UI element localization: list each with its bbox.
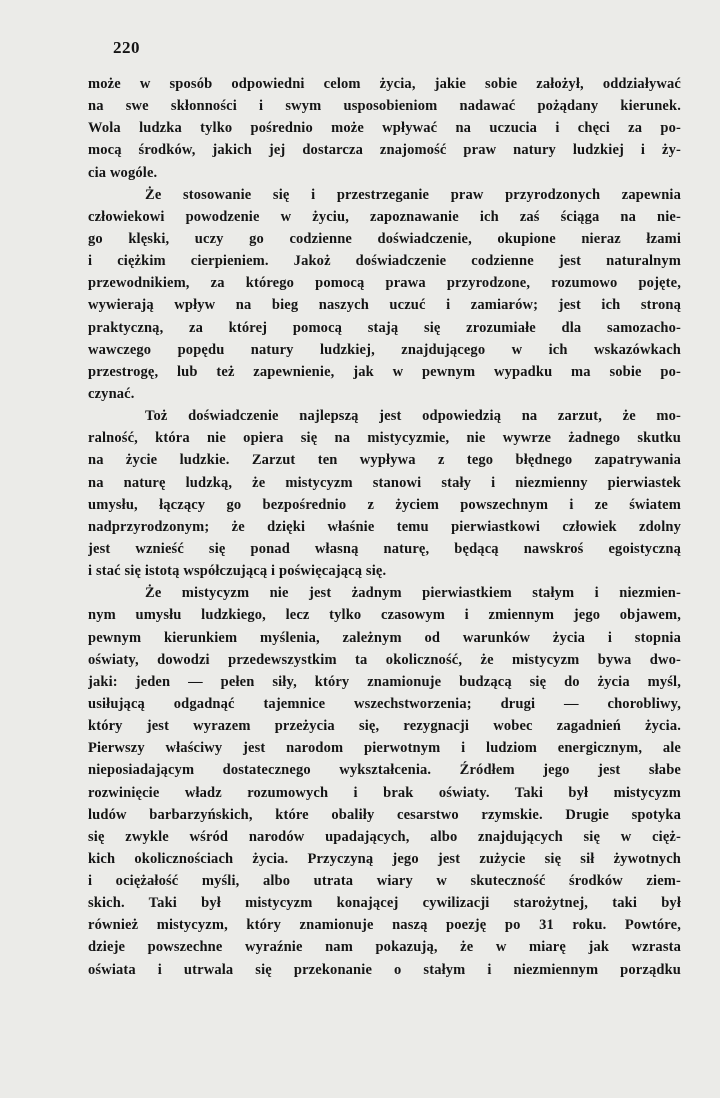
text-line: wawczego popędu natury ludzkiej, znajdującego w ich wskazówkach <box>88 341 681 358</box>
text-line: oświata i utrwala się przekonanie o stałym i niezmiennym porządku <box>88 961 681 978</box>
body-text <box>88 73 681 981</box>
text-line: się zwykle wśród narodów upadających, albo znajdujących się w cięż- <box>88 828 681 845</box>
text-line: czynać. <box>88 385 135 402</box>
text-line: skich. Taki był mistycyzm konającej cywilizacji starożytnej, taki był <box>88 895 681 912</box>
text-line: usiłującą odgadnąć tajemnice wszechstworzenia; drugi — chorobliwy, <box>88 695 681 712</box>
text-line: go klęski, uczy go codzienne doświadczenie, okupione nieraz łzami <box>88 230 681 247</box>
text-line: jaki: jeden — pełen siły, który znamionuje budzącą się do życia myśl, <box>88 673 681 690</box>
text-line: Pierwszy właściwy jest narodom pierwotnym i ludziom energicznym, ale <box>88 740 681 757</box>
text-line: kich okolicznościach życia. Przyczyną jego jest zużycie się sił żywotnych <box>88 850 681 867</box>
text-line: również mistycyzm, który znamionuje naszą poezję po 31 roku. Powtóre, <box>88 917 681 934</box>
paragraph-3 <box>88 405 681 582</box>
text-line: rozwinięcie władz rozumowych i brak oświaty. Taki był mistycyzm <box>88 784 681 801</box>
text-line: może w sposób odpowiedni celom życia, jakie sobie założył, oddziaływać <box>88 76 681 92</box>
text-line: przewodnikiem, za którego pomocą prawa przyrodzone, rozumowo pojęte, <box>88 275 681 292</box>
text-line: na życie ludzkie. Zarzut ten wypływa z tego błędnego zapatrywania <box>88 452 681 469</box>
text-line: nym umysłu ludzkiego, lecz tylko czasowym i zmiennym jego objawem, <box>88 607 681 624</box>
text-line: dzieje powszechne wyraźnie nam pokazują, że w miarę jak wzrasta <box>88 939 681 956</box>
paragraph-2 <box>88 184 681 405</box>
text-line: oświaty, dowodzi przedewszystkim ta okoliczność, że mistycyzm bywa dwo- <box>88 651 681 668</box>
text-line: nadprzyrodzonym; że dzięki właśnie temu pierwiastkowi człowiek zdolny <box>88 518 681 535</box>
text-line: na swe skłonności i swym usposobieniom nadawać pożądany kierunek. <box>88 98 681 115</box>
text-line: Wola ludzka tylko pośrednio może wpływać na uczucia i chęci za po- <box>88 120 681 137</box>
text-line: i ociężałość myśli, albo utrata wiary w skuteczność środków ziem- <box>88 873 681 890</box>
text-line: Że stosowanie się i przestrzeganie praw przyrodzonych zapewnia <box>145 186 681 203</box>
text-line: ralność, która nie opiera się na mistycyzmie, nie wywrze żadnego skutku <box>88 430 681 447</box>
paragraph-4 <box>88 582 681 981</box>
text-line: ludów barbarzyńskich, które obaliły cesarstwo rzymskie. Drugie spotyka <box>88 806 681 823</box>
text-line: Toż doświadczenie najlepszą jest odpowiedzią na zarzut, że mo- <box>145 408 681 425</box>
text-line: nieposiadającym dostatecznego wykształcenia. Źródłem jego jest słabe <box>88 762 681 779</box>
text-line: i ciężkim cierpieniem. Jakoż doświadczenie codzienne jest naturalnym <box>88 253 681 270</box>
text-line: przestrogę, lub też zapewnienie, jak w pewnym wypadku ma sobie po- <box>88 363 681 380</box>
text-line: cia wogóle. <box>88 164 158 181</box>
text-line: który jest wyrazem przeżycia się, rezygnacji wobec zagadnień życia. <box>88 718 681 735</box>
text-line: na naturę ludzką, że mistycyzm stanowi stały i niezmienny pierwiastek <box>88 474 681 491</box>
text-line: pewnym kierunkiem myślenia, zależnym od warunków życia i stopnia <box>88 629 681 646</box>
text-line: człowiekowi powodzenie w życiu, zapoznawanie ich zaś ściąga na nie- <box>88 208 681 225</box>
text-line: wywierają wpływ na bieg naszych uczuć i zamiarów; jest ich stroną <box>88 297 681 314</box>
text-line: jest wznieść się ponad własną naturę, będącą nawskroś egoistyczną <box>88 540 681 557</box>
text-line: praktyczną, za której pomocą stają się zrozumiałe dla samozacho- <box>88 319 681 336</box>
page-number: 220 <box>113 38 140 57</box>
text-line: Że mistycyzm nie jest żadnym pierwiastkiem stałym i niezmien- <box>145 585 681 602</box>
text-line: mocą środków, jakich jej dostarcza znajomość praw natury ludzkiej i ży- <box>88 142 681 159</box>
text-line: i stać się istotą współczującą i poświęcającą się. <box>88 563 387 580</box>
paragraph-1 <box>88 73 681 184</box>
text-line: umysłu, łączący go bezpośrednio z życiem powszechnym i ze światem <box>88 496 681 513</box>
